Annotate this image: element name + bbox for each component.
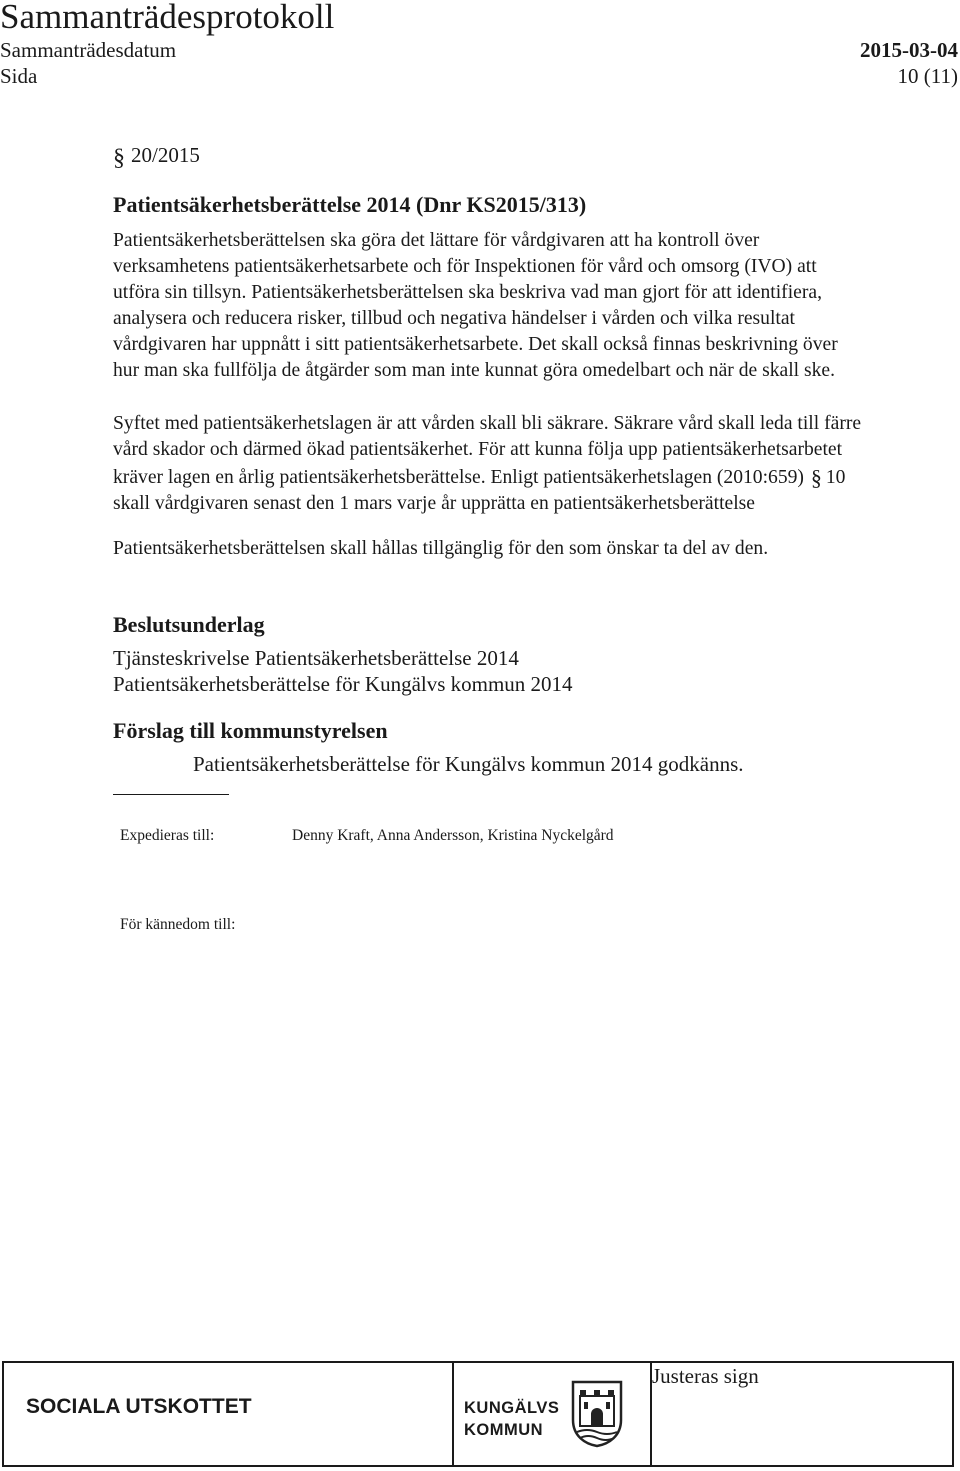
paragraph-2-line: skall vårdgivaren senast den 1 mars varje år upprätta en patientsäkerhetsberättelse <box>113 493 755 514</box>
paragraph-2-line-text: kräver lagen en årlig patientsäkerhetsberättelse. Enligt patientsäkerhetslagen (2010:659) <box>113 467 804 488</box>
paragraph-2-line: Syftet med patientsäkerhetslagen är att vården skall bli säkrare. Säkrare vård skall leda till färre <box>113 413 862 434</box>
paragraph-1-line: utföra sin tillsyn. Patientsäkerhetsberättelsen ska beskriva vad man gjort för att identifiera, <box>113 282 822 303</box>
footer <box>2 1361 954 1467</box>
paragraph-1-line: verksamhetens patientsäkerhetsarbete och för Inspektionen för vård och omsorg (IVO) att <box>113 256 817 277</box>
expedieras-value: Denny Kraft, Anna Andersson, Kristina Nyckelgård <box>292 827 614 844</box>
paragraph-2-line <box>113 463 945 491</box>
logo-text-line1: KUNGÄLVS <box>464 1399 560 1417</box>
expedieras-label: Expedieras till: <box>120 827 215 844</box>
paragraph-1-line: analysera och reducera risker, tillbud och negativa händelser i vården och vilka resultat <box>113 308 795 329</box>
section-sign: § <box>113 145 125 171</box>
paragraph-2-line: vård skador och därmed ökad patientsäkerhet. För att kunna följa upp patientsäkerhetsarbetet <box>113 439 843 460</box>
section-number <box>113 142 200 171</box>
paragraph-3 <box>113 536 945 562</box>
paragraph-1-line: Patientsäkerhetsberättelsen ska göra det lättare för vårdgivaren att ha kontroll över <box>113 230 760 251</box>
page-label: Sida <box>0 64 38 88</box>
section-number-text: 20/2015 <box>131 143 200 167</box>
meeting-date-value: 2015-03-04 <box>860 38 958 62</box>
justeras-sign-label: Justeras sign <box>652 1364 759 1388</box>
municipality-shield-icon <box>571 1380 623 1448</box>
separator-line <box>113 794 229 795</box>
law-section-sign: § <box>810 465 822 490</box>
logo-text-line2: KOMMUN <box>464 1421 544 1439</box>
footer-divider <box>452 1363 454 1465</box>
page-number: 10 (11) <box>897 64 958 88</box>
forslag-heading: Förslag till kommunstyrelsen <box>113 718 388 743</box>
kannedom-label: För kännedom till: <box>120 916 236 933</box>
paragraph-1 <box>113 228 945 384</box>
document-title: Sammanträdesprotokoll <box>0 0 335 36</box>
paragraph-1-line: vårdgivaren har uppnått i sitt patientsäkerhetsarbete. Det skall också finnas beskrivning över <box>113 334 838 355</box>
beslutsunderlag-item: Patientsäkerhetsberättelse för Kungälvs kommun 2014 <box>113 672 573 696</box>
beslutsunderlag-item: Tjänsteskrivelse Patientsäkerhetsberättelse 2014 <box>113 646 519 670</box>
section-heading: Patientsäkerhetsberättelse 2014 (Dnr KS2015/313) <box>113 192 587 217</box>
paragraph-1-line: hur man ska fullfölja de åtgärder som man inte kunnat göra omedelbart och när de skall ske. <box>113 360 836 381</box>
paragraph-3-text: Patientsäkerhetsberättelsen skall hållas tillgänglig för den som önskar ta del av den. <box>113 538 769 559</box>
law-section-number: 10 <box>825 467 846 488</box>
meeting-date-label: Sammanträdesdatum <box>0 38 177 62</box>
committee-name: SOCIALA UTSKOTTET <box>26 1395 252 1418</box>
forslag-text: Patientsäkerhetsberättelse för Kungälvs kommun 2014 godkänns. <box>193 752 744 776</box>
beslutsunderlag-heading: Beslutsunderlag <box>113 612 265 637</box>
paragraph-2 <box>113 411 945 517</box>
